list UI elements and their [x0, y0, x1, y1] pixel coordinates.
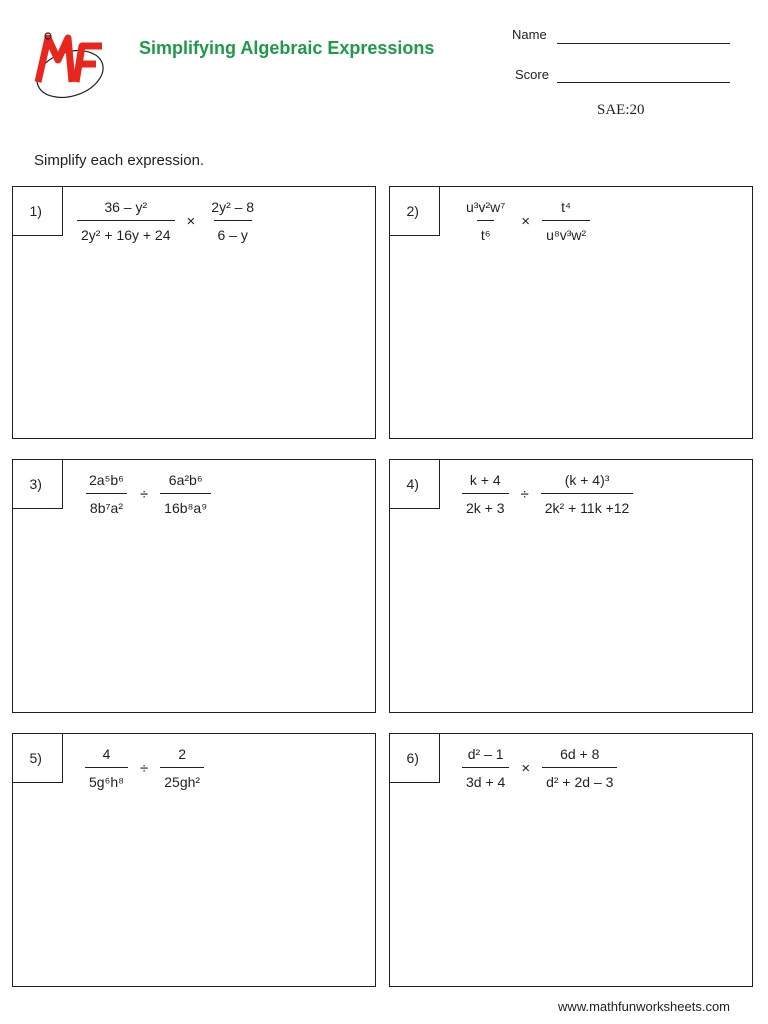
- fraction-numerator: d² – 1: [467, 746, 504, 762]
- problem-number: 4): [406, 475, 419, 492]
- right-fraction: [160, 746, 204, 790]
- right-fraction: [541, 472, 634, 516]
- fraction-numerator: 6d + 8: [560, 746, 600, 762]
- operator-symbol: ÷: [520, 485, 529, 503]
- problem-box-3[interactable]: [12, 459, 376, 713]
- fraction-denominator: u⁸v³w²: [542, 220, 590, 243]
- problem-box-4[interactable]: [389, 459, 753, 713]
- fraction-numerator: 36 – y²: [104, 199, 148, 215]
- operator-symbol: ÷: [140, 759, 149, 777]
- problem-number-box: [12, 459, 63, 509]
- left-fraction: [462, 472, 509, 516]
- fraction-denominator: 2k² + 11k +12: [541, 493, 634, 516]
- left-fraction: [462, 746, 509, 790]
- fraction-numerator: k + 4: [469, 472, 501, 488]
- fraction-denominator: 16b⁸a⁹: [160, 493, 211, 516]
- problem-number: 1): [29, 202, 42, 219]
- instructions-text: Simplify each expression.: [34, 152, 205, 169]
- right-fraction: [207, 199, 258, 243]
- name-label: Name: [512, 27, 547, 42]
- name-field-line[interactable]: [557, 43, 730, 44]
- fraction-numerator: 2: [178, 746, 187, 762]
- fraction-numerator: (k + 4)³: [564, 472, 610, 488]
- problem-box-6[interactable]: [389, 733, 753, 987]
- left-fraction: [462, 199, 509, 243]
- fraction-denominator: 25gh²: [160, 767, 204, 790]
- problem-box-2[interactable]: [389, 186, 753, 439]
- problem-expression: [85, 746, 204, 790]
- mathfun-logo: [30, 30, 110, 102]
- right-fraction: [160, 472, 211, 516]
- operator-symbol: ÷: [139, 485, 149, 503]
- problem-number: 3): [29, 475, 42, 492]
- fraction-denominator: 2k + 3: [462, 493, 509, 516]
- footer-website: www.mathfunworksheets.com: [558, 999, 730, 1014]
- fraction-numerator: 6a²b⁶: [168, 472, 203, 488]
- problem-expression: [77, 199, 258, 243]
- problem-number-box: [12, 186, 63, 236]
- problem-number-box: [389, 186, 440, 236]
- worksheet-title: Simplifying Algebraic Expressions: [139, 38, 435, 58]
- left-fraction: [77, 199, 175, 243]
- fraction-denominator: 5g⁶h⁸: [85, 767, 128, 790]
- left-fraction: [85, 472, 128, 516]
- operator-symbol: ×: [521, 212, 531, 230]
- fraction-denominator: 2y² + 16y + 24: [77, 220, 175, 243]
- fraction-numerator: t⁴: [561, 199, 572, 215]
- fraction-numerator: u³v²w⁷: [466, 199, 506, 215]
- fraction-denominator: 8b⁷a²: [86, 493, 127, 516]
- problem-expression: [85, 472, 211, 516]
- fraction-denominator: 3d + 4: [462, 767, 509, 790]
- fraction-denominator: d² + 2d – 3: [542, 767, 617, 790]
- score-label: Score: [515, 67, 549, 82]
- problem-number-box: [389, 459, 440, 509]
- problem-number: 2): [406, 202, 419, 219]
- fraction-denominator: t⁶: [477, 220, 495, 243]
- problem-number: 5): [29, 749, 42, 766]
- worksheet-code: SAE:20: [597, 102, 645, 118]
- fraction-denominator: 6 – y: [214, 220, 252, 243]
- right-fraction: [542, 199, 590, 243]
- fraction-numerator: 2a⁵b⁶: [89, 472, 124, 488]
- score-field-line[interactable]: [557, 82, 730, 83]
- operator-symbol: ×: [186, 212, 196, 230]
- right-fraction: [542, 746, 617, 790]
- problem-box-5[interactable]: [12, 733, 376, 987]
- left-fraction: [85, 746, 128, 790]
- problem-box-1[interactable]: [12, 186, 376, 439]
- problem-expression: [462, 746, 617, 790]
- operator-symbol: ×: [521, 759, 531, 777]
- problem-expression: [462, 199, 590, 243]
- fraction-numerator: 2y² – 8: [211, 199, 255, 215]
- fraction-numerator: 4: [102, 746, 111, 762]
- problem-number-box: [389, 733, 440, 783]
- problem-number: 6): [406, 749, 419, 766]
- problem-number-box: [12, 733, 63, 783]
- problem-expression: [462, 472, 633, 516]
